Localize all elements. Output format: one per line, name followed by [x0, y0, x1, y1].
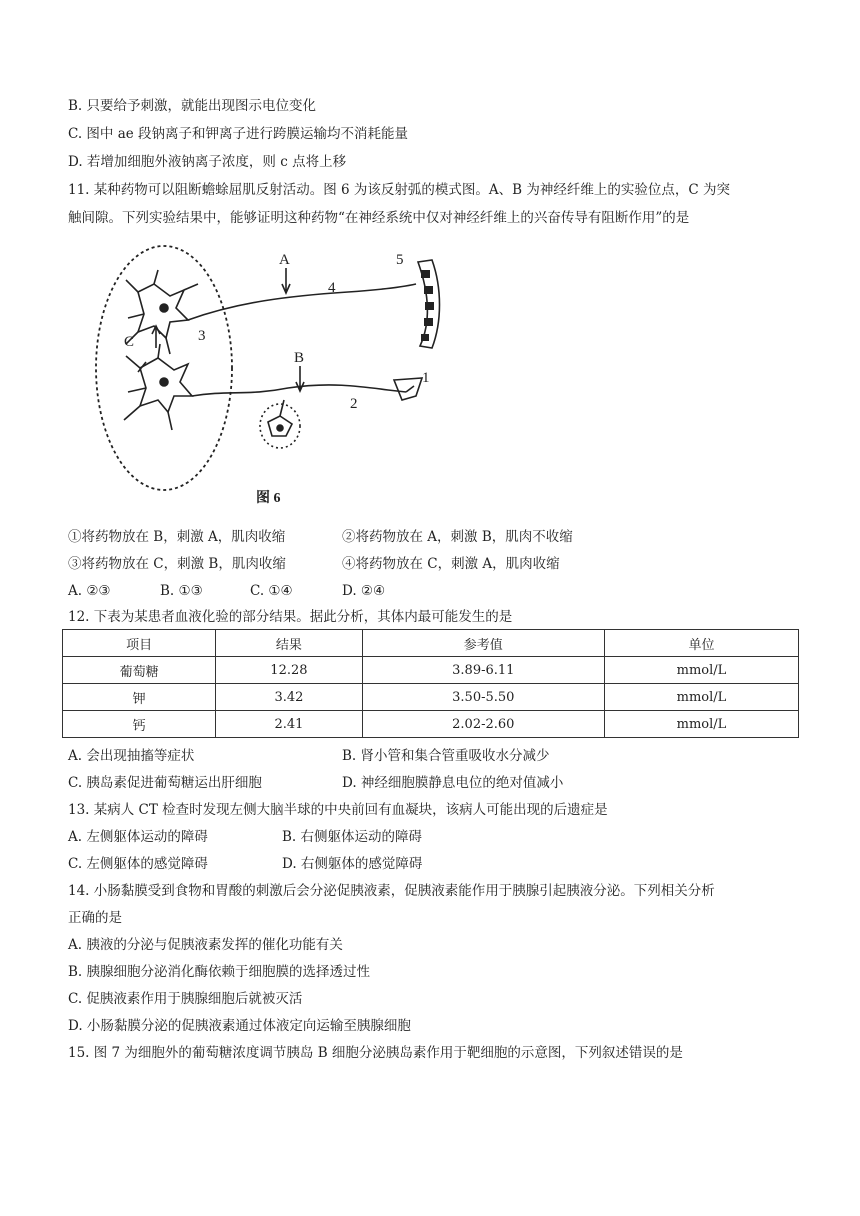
label-3: 3: [198, 328, 206, 344]
q14-option-b: B. 胰腺细胞分泌消化酶依赖于细胞膜的选择透过性: [68, 964, 371, 980]
q11-option-b: B. ①③: [160, 583, 203, 599]
header-reference: 参考值: [362, 630, 604, 657]
table-header-row: [63, 630, 799, 657]
q11-option-a: A. ②③: [68, 583, 111, 599]
label-1: 1: [422, 370, 430, 386]
reflex-arc-figure: [88, 240, 508, 525]
q13-option-b: B. 右侧躯体运动的障碍: [282, 829, 423, 845]
cell-reference: 3.50-5.50: [362, 684, 604, 711]
table-row: [63, 657, 799, 684]
figure-caption: 图 6: [256, 491, 281, 506]
cell-result: 2.41: [216, 711, 362, 738]
q12-option-b: B. 肾小管和集合管重吸收水分减少: [342, 748, 550, 764]
q13-option-a: A. 左侧躯体运动的障碍: [68, 829, 208, 845]
q14-option-c: C. 促胰液素作用于胰腺细胞后就被灭活: [68, 991, 303, 1007]
q11-statement-1: ①将药物放在 B，刺激 A，肌肉收缩: [68, 529, 286, 545]
cell-result: 12.28: [216, 657, 362, 684]
cell-reference: 3.89-6.11: [362, 657, 604, 684]
q10-option-c: C. 图中 ae 段钠离子和钾离子进行跨膜运输均不消耗能量: [68, 126, 409, 142]
cell-unit: mmol/L: [604, 711, 798, 738]
q11-stem-line2: 触间隙。下列实验结果中，能够证明这种药物“在神经系统中仅对神经纤维上的兴奋传导有阻断作用”的是: [68, 210, 690, 226]
label-b: B: [294, 350, 305, 366]
blood-test-table: [62, 629, 799, 738]
q11-option-c: C. ①④: [250, 583, 293, 599]
cell-item: 钾: [63, 684, 216, 711]
table-row: [63, 684, 799, 711]
header-item: 项目: [63, 630, 216, 657]
receptor: [394, 378, 422, 400]
header-unit: 单位: [604, 630, 798, 657]
q12-option-c: C. 胰岛素促进葡萄糖运出肝细胞: [68, 775, 262, 791]
cell-unit: mmol/L: [604, 684, 798, 711]
q13-option-c: C. 左侧躯体的感觉障碍: [68, 856, 208, 872]
q10-option-d: D. 若增加细胞外液钠离子浓度，则 c 点将上移: [68, 154, 347, 170]
label-2: 2: [350, 396, 358, 412]
label-4: 4: [328, 280, 336, 296]
q14-stem-line2: 正确的是: [68, 910, 122, 926]
q14-option-d: D. 小肠黏膜分泌的促胰液素通过体液定向运输至胰腺细胞: [68, 1018, 411, 1034]
table-row: [63, 711, 799, 738]
q15-stem: 15. 图 7 为细胞外的葡萄糖浓度调节胰岛 B 细胞分泌胰岛素作用于靶细胞的示意图，下列叙述错误的是: [68, 1045, 683, 1061]
header-result: 结果: [216, 630, 362, 657]
cns-ellipse: [96, 246, 232, 490]
q11-option-d: D. ②④: [342, 583, 386, 599]
label-5: 5: [396, 252, 404, 268]
q14-option-a: A. 胰液的分泌与促胰液素发挥的催化功能有关: [68, 937, 343, 953]
q11-statement-3: ③将药物放在 C，刺激 B，肌肉收缩: [68, 556, 286, 572]
q10-option-b: B. 只要给予刺激，就能出现图示电位变化: [68, 98, 317, 114]
q13-option-d: D. 右侧躯体的感觉障碍: [282, 856, 423, 872]
cell-unit: mmol/L: [604, 657, 798, 684]
q11-statement-4: ④将药物放在 C，刺激 A，肌肉收缩: [342, 556, 560, 572]
q12-stem: 12. 下表为某患者血液化验的部分结果。据此分析，其体内最可能发生的是: [68, 609, 513, 625]
q12-option-d: D. 神经细胞膜静息电位的绝对值减小: [342, 775, 564, 791]
label-c: C: [124, 334, 135, 350]
cell-result: 3.42: [216, 684, 362, 711]
q11-statement-2: ②将药物放在 A，刺激 B，肌肉不收缩: [342, 529, 573, 545]
efferent-fiber: [188, 284, 416, 320]
q13-stem: 13. 某病人 CT 检查时发现左侧大脑半球的中央前回有血凝块，该病人可能出现的后遗症是: [68, 802, 608, 818]
q14-stem-line1: 14. 小肠黏膜受到食物和胃酸的刺激后会分泌促胰液素，促胰液素能作用于胰腺引起胰液分泌。下列相关分析: [68, 883, 715, 899]
cell-item: 钙: [63, 711, 216, 738]
cell-item: 葡萄糖: [63, 657, 216, 684]
label-a: A: [279, 252, 290, 268]
cell-reference: 2.02-2.60: [362, 711, 604, 738]
q12-option-a: A. 会出现抽搐等症状: [68, 748, 195, 764]
q11-stem-line1: 11. 某种药物可以阻断蟾蜍屈肌反射活动。图 6 为该反射弧的模式图。A、B 为神经纤维上的实验位点，C 为突: [68, 182, 731, 198]
